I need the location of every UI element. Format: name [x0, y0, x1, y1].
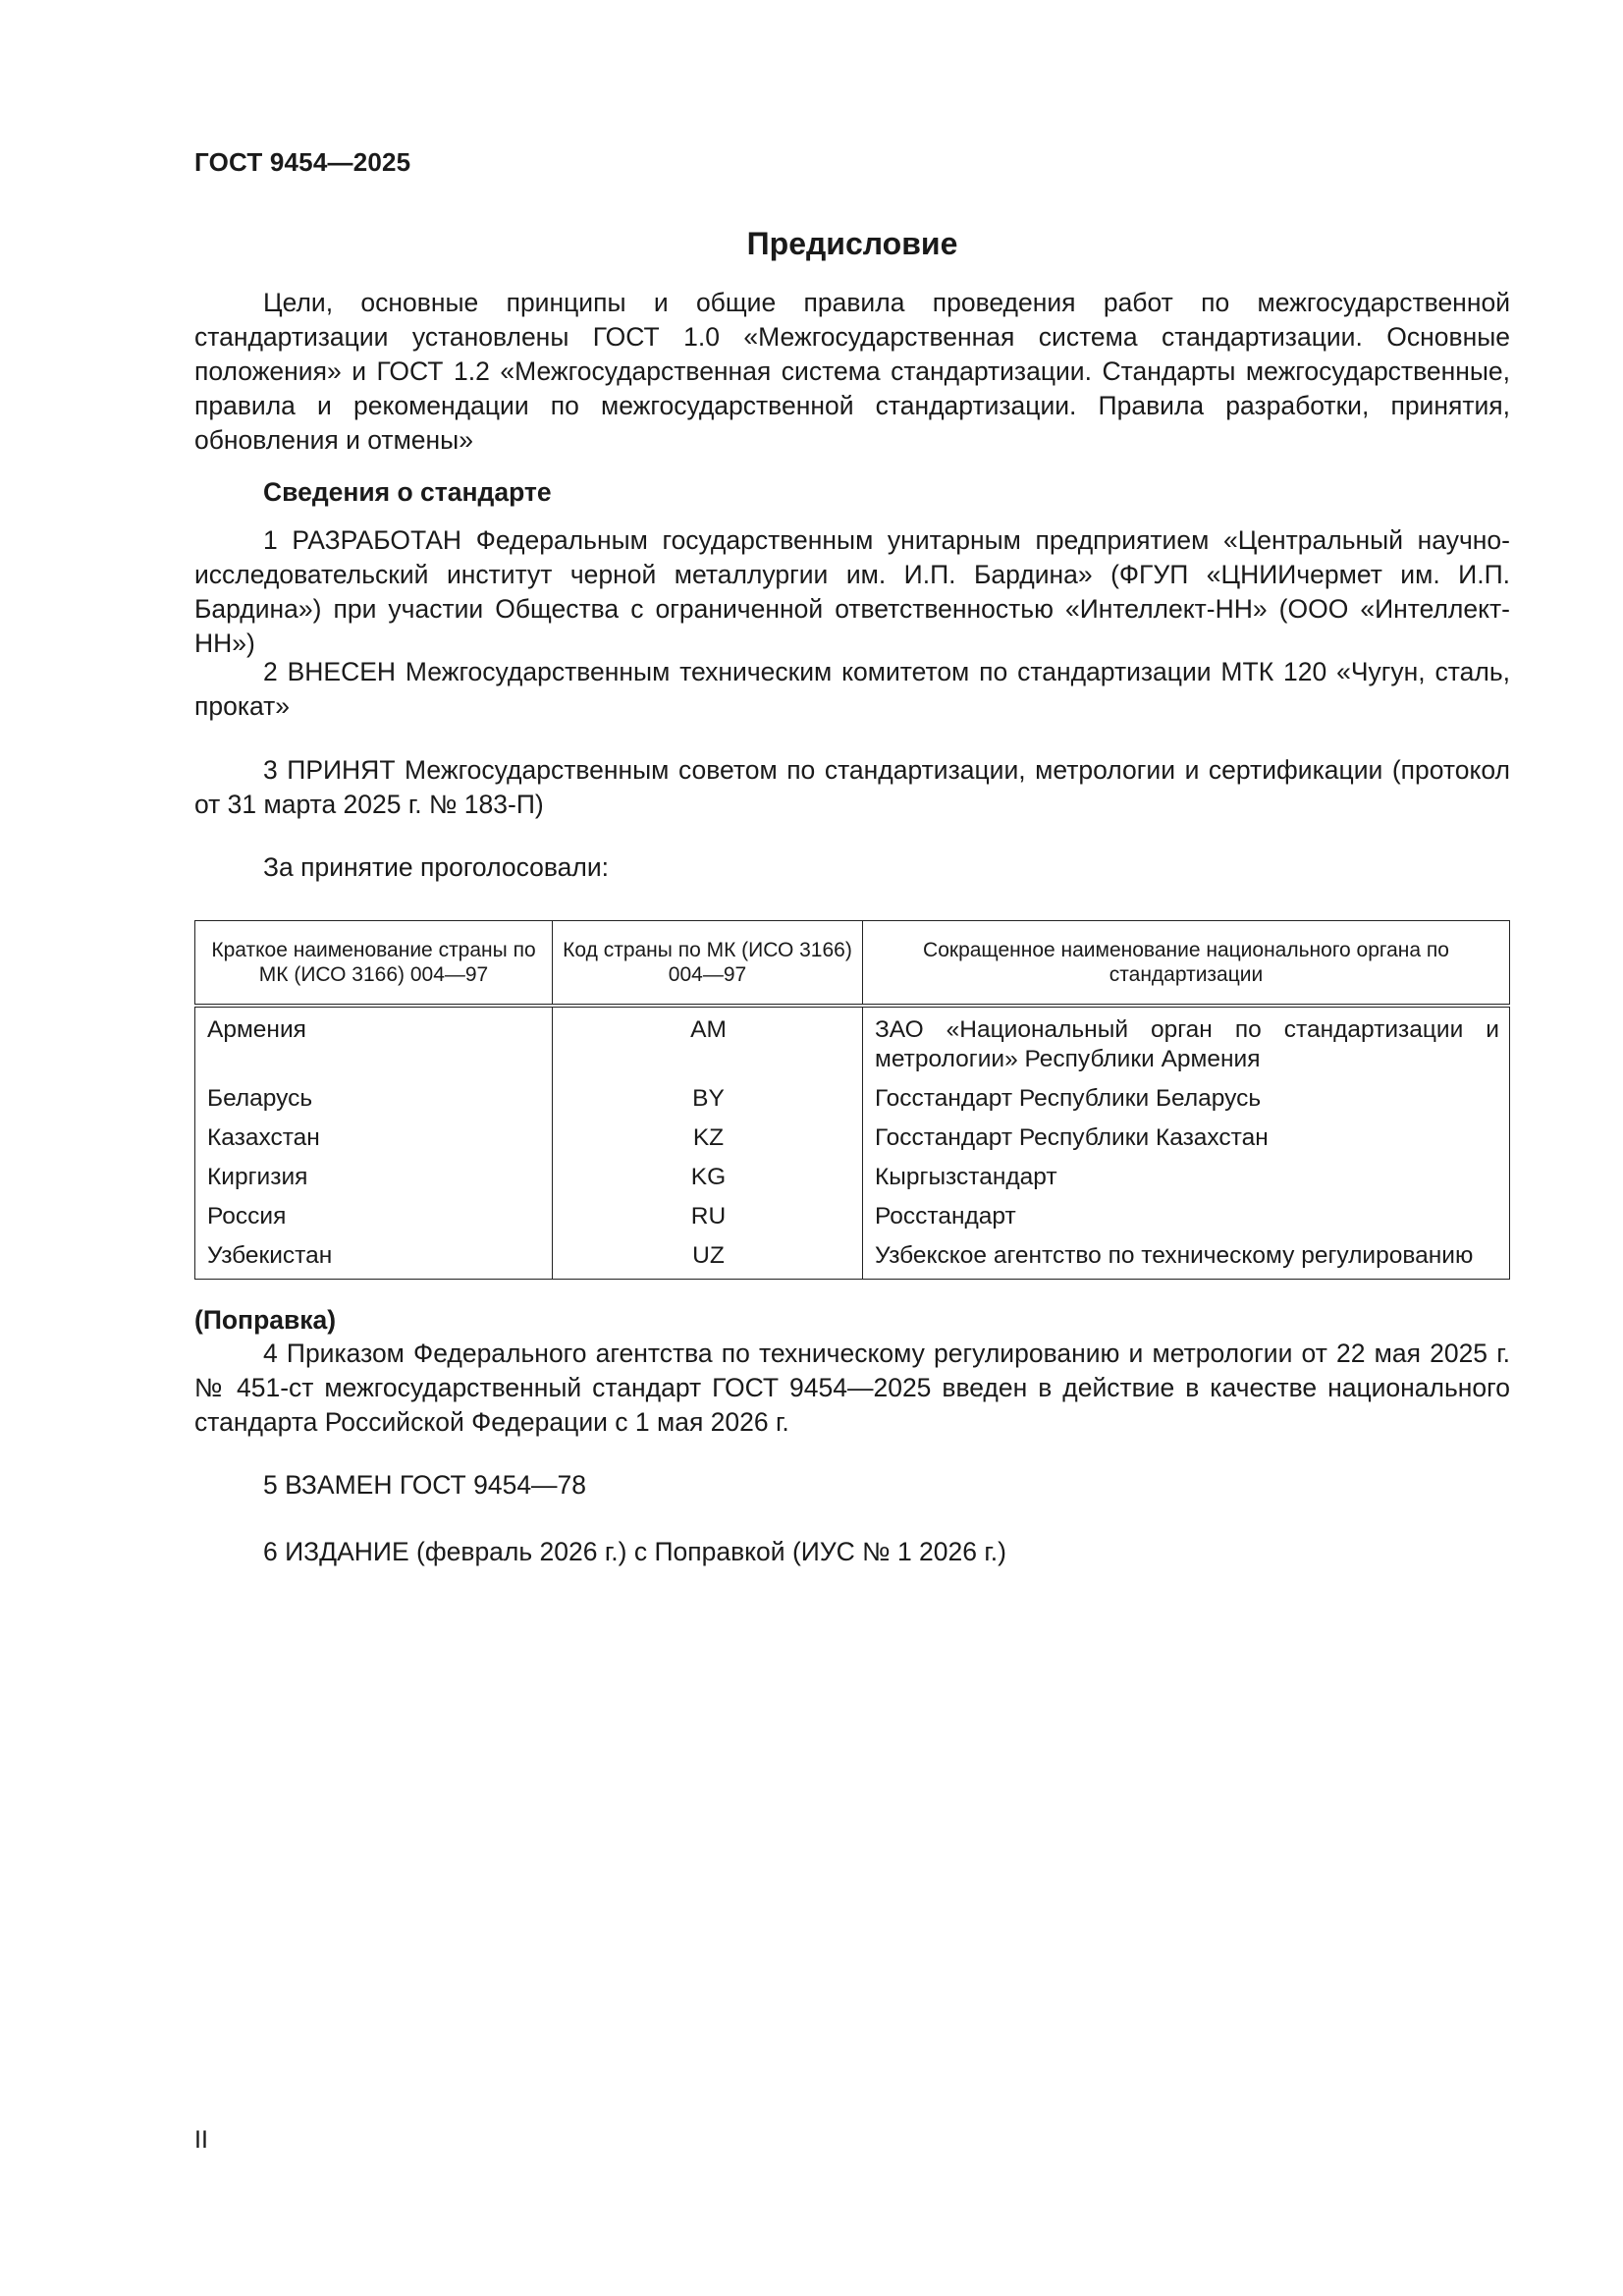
table-row	[195, 1006, 1510, 1078]
country-code-cell: AM	[553, 1006, 863, 1078]
table-row	[195, 1157, 1510, 1196]
table-header-row	[195, 921, 1510, 1006]
amendment-heading: (Поправка)	[194, 1305, 337, 1335]
standard-info-heading: Сведения о стандарте	[263, 477, 552, 507]
country-code-cell: UZ	[553, 1235, 863, 1280]
document-code: ГОСТ 9454—2025	[194, 147, 411, 177]
table-row	[195, 1235, 1510, 1280]
page-number: II	[194, 2126, 208, 2154]
country-name-cell: Киргизия	[195, 1157, 553, 1196]
item-5-replaces: 5 ВЗАМЕН ГОСТ 9454—78	[263, 1470, 587, 1500]
item-1-developed-by: 1 РАЗРАБОТАН Федеральным государственным унитарным предприятием «Центральный научно-исследовательский институт черной металлургии им. И.П. Бардина» (ФГУП «ЦНИИчермет им. И.П. Бардина») при участии Общества с ограниченной ответственностью «Интеллект-НН» (ООО «Интеллект-НН»)	[194, 525, 1510, 658]
voting-countries-table	[194, 920, 1510, 1280]
national-body-cell: Госстандарт Республики Казахстан	[875, 1123, 1269, 1151]
table-row	[195, 1078, 1510, 1118]
country-code-cell: KG	[553, 1157, 863, 1196]
voted-label: За принятие проголосовали:	[263, 852, 610, 882]
item-4-enacted-by: 4 Приказом Федерального агентства по техническому регулированию и метрологии от 22 мая 2025 г. № 451-ст межгосударственный стандарт ГОСТ 9454—2025 введен в действие в качестве национального стандарта Российской Федерации с 1 мая 2026 г.	[194, 1339, 1510, 1437]
country-name-cell: Казахстан	[195, 1118, 553, 1157]
national-body-cell: Госстандарт Республики Беларусь	[875, 1084, 1262, 1112]
item-6-edition: 6 ИЗДАНИЕ (февраль 2026 г.) с Поправкой (ИУС № 1 2026 г.)	[263, 1537, 1006, 1566]
item-3-adopted-by: 3 ПРИНЯТ Межгосударственным советом по стандартизации, метрологии и сертификации (протокол от 31 марта 2025 г. № 183-П)	[194, 755, 1510, 819]
preface-intro-paragraph: Цели, основные принципы и общие правила проведения работ по межгосударственной стандартизации установлены ГОСТ 1.0 «Межгосударственная система стандартизации. Основные положения» и ГОСТ 1.2 «Межгосударственная система стандартизации. Стандарты межгосударственные, правила и рекомендации по межгосударственной стандартизации. Правила разработки, принятия, обновления и отмены»	[194, 288, 1510, 455]
country-name-cell: Беларусь	[195, 1078, 553, 1118]
table-row	[195, 1196, 1510, 1235]
national-body-cell: Кыргызстандарт	[875, 1163, 1057, 1190]
country-name-cell: Узбекистан	[195, 1235, 553, 1280]
national-body-cell: ЗАО «Национальный орган по стандартизации и метрологии» Республики Армения	[875, 1015, 1499, 1072]
country-code-cell: KZ	[553, 1118, 863, 1157]
preface-title: Предисловие	[746, 226, 958, 261]
national-body-cell: Узбекское агентство по техническому регулированию	[875, 1241, 1474, 1269]
header-country-code: Код страны по МК (ИСО 3166) 004—97	[553, 921, 863, 1006]
country-name-cell: Армения	[195, 1006, 553, 1078]
country-name-cell: Россия	[195, 1196, 553, 1235]
header-country-name: Краткое наименование страны по МК (ИСО 3166) 004—97	[195, 921, 553, 1006]
header-national-body: Сокращенное наименование национального органа по стандартизации	[863, 921, 1510, 1006]
table-row	[195, 1118, 1510, 1157]
national-body-cell: Росстандарт	[875, 1202, 1016, 1230]
country-code-cell: BY	[553, 1078, 863, 1118]
country-code-cell: RU	[553, 1196, 863, 1235]
item-2-submitted-by: 2 ВНЕСЕН Межгосударственным техническим комитетом по стандартизации МТК 120 «Чугун, сталь, прокат»	[194, 657, 1510, 721]
